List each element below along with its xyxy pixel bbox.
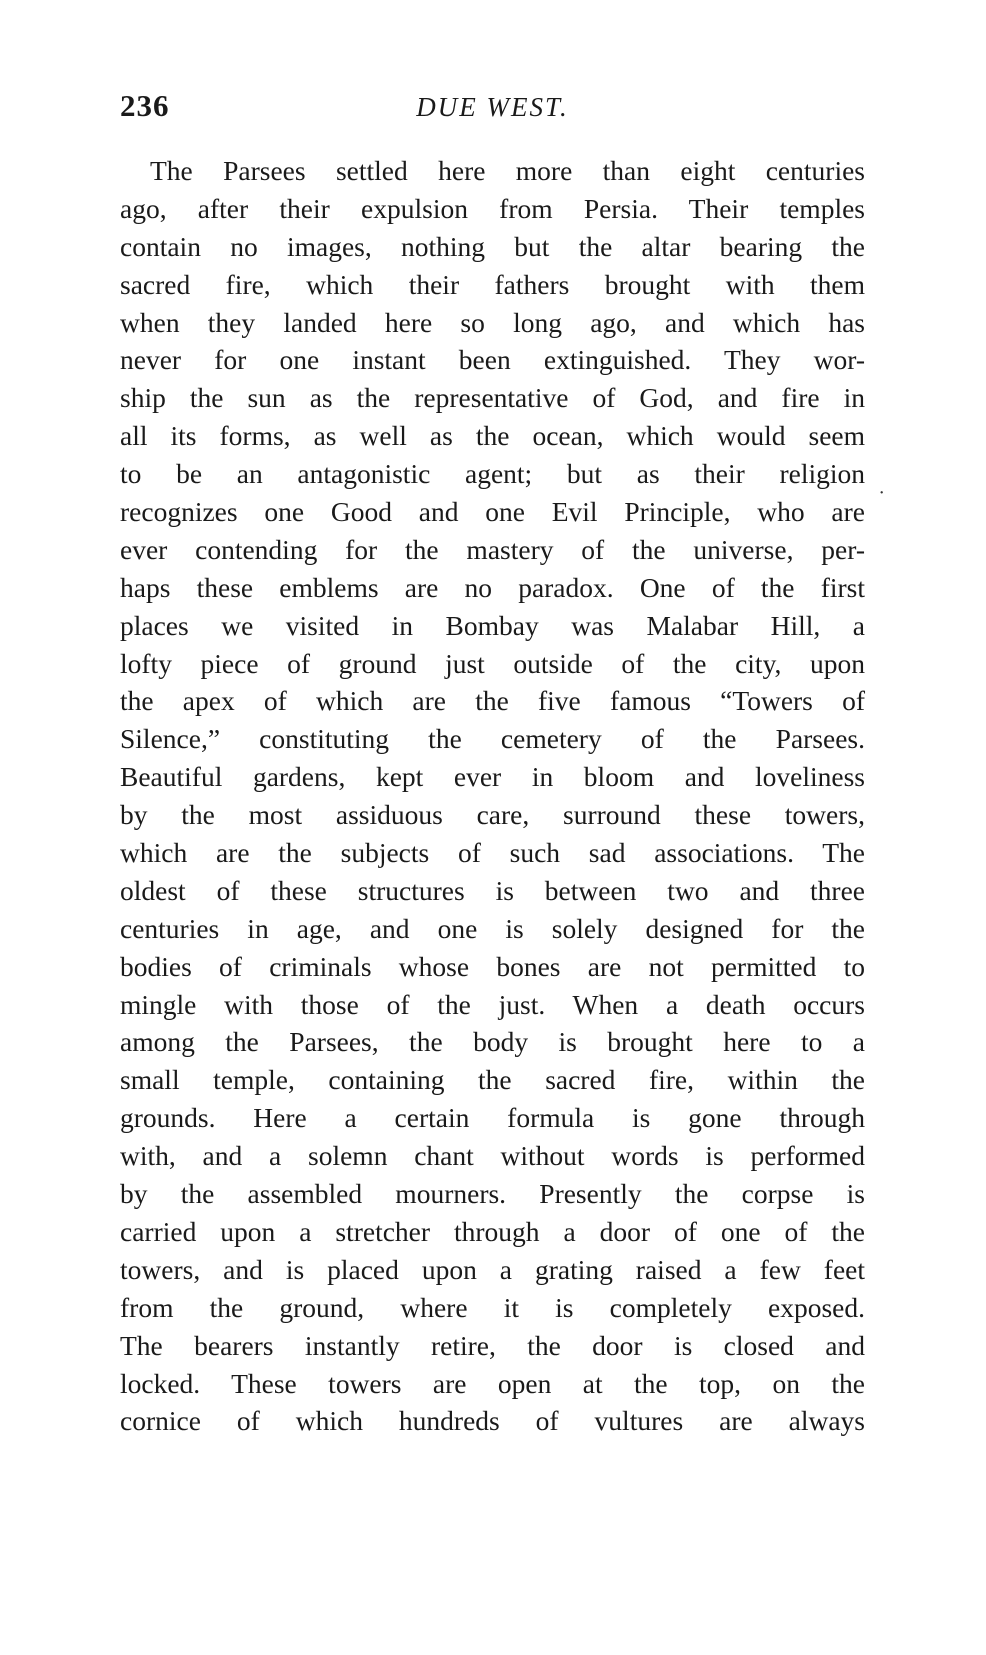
running-title: DUE WEST.: [416, 92, 569, 122]
text-line: places we visited in Bombay was Malabar Hill, a: [120, 609, 865, 641]
ink-speck: ˙: [878, 486, 886, 511]
text-line: bodies of criminals whose bones are not permitted to: [120, 950, 865, 982]
text-line: oldest of these structures is between two and three: [120, 874, 865, 906]
text-line: by the assembled mourners. Presently the corpse is: [120, 1178, 865, 1210]
text-line: mingle with those of the just. When a death occurs: [120, 988, 865, 1020]
text-line: towers, and is placed upon a grating raised a few feet: [120, 1253, 865, 1285]
text-line: with, and a solemn chant without words is performed: [120, 1140, 865, 1172]
page-header: [120, 88, 865, 132]
text-line: ever contending for the mastery of the universe, per-: [120, 533, 865, 565]
text-line: locked. These towers are open at the top, on the: [120, 1367, 865, 1399]
page-number: 236: [120, 88, 170, 123]
text-line: small temple, containing the sacred fire, within the: [120, 1064, 865, 1096]
text-line: sacred fire, which their fathers brought with them: [120, 268, 865, 300]
text-line: lofty piece of ground just outside of the city, upon: [120, 647, 865, 679]
text-line: to be an antagonistic agent; but as their religion: [120, 458, 865, 490]
text-line: which are the subjects of such sad associations. The: [120, 837, 865, 869]
text-line: centuries in age, and one is solely designed for the: [120, 912, 865, 944]
text-line: cornice of which hundreds of vultures are always: [120, 1405, 865, 1437]
text-line: ship the sun as the representative of God, and fire in: [120, 382, 865, 414]
text-line: haps these emblems are no paradox. One of the first: [120, 571, 865, 603]
text-line: never for one instant been extinguished. They wor-: [120, 344, 865, 376]
text-line: The Parsees settled here more than eight centuries: [150, 155, 865, 186]
text-line: contain no images, nothing but the altar bearing the: [120, 230, 865, 262]
text-line: by the most assiduous care, surround these towers,: [120, 799, 865, 831]
text-line: among the Parsees, the body is brought here to a: [120, 1026, 865, 1058]
text-line: all its forms, as well as the ocean, which would seem: [120, 420, 865, 452]
text-line: grounds. Here a certain formula is gone through: [120, 1102, 865, 1134]
text-line: ago, after their expulsion from Persia. Their temples: [120, 192, 865, 224]
text-line: Silence,” constituting the cemetery of the Parsees.: [120, 723, 865, 755]
body-text: [120, 152, 865, 1440]
text-line: Beautiful gardens, kept ever in bloom and loveliness: [120, 761, 865, 793]
text-line: from the ground, where it is completely exposed.: [120, 1291, 865, 1323]
text-line: when they landed here so long ago, and which has: [120, 306, 865, 338]
text-line: The bearers instantly retire, the door is closed and: [120, 1329, 865, 1361]
text-line: carried upon a stretcher through a door of one of the: [120, 1215, 865, 1247]
text-line: recognizes one Good and one Evil Principle, who are: [120, 496, 865, 528]
text-line: the apex of which are the five famous “Towers of: [120, 685, 865, 717]
